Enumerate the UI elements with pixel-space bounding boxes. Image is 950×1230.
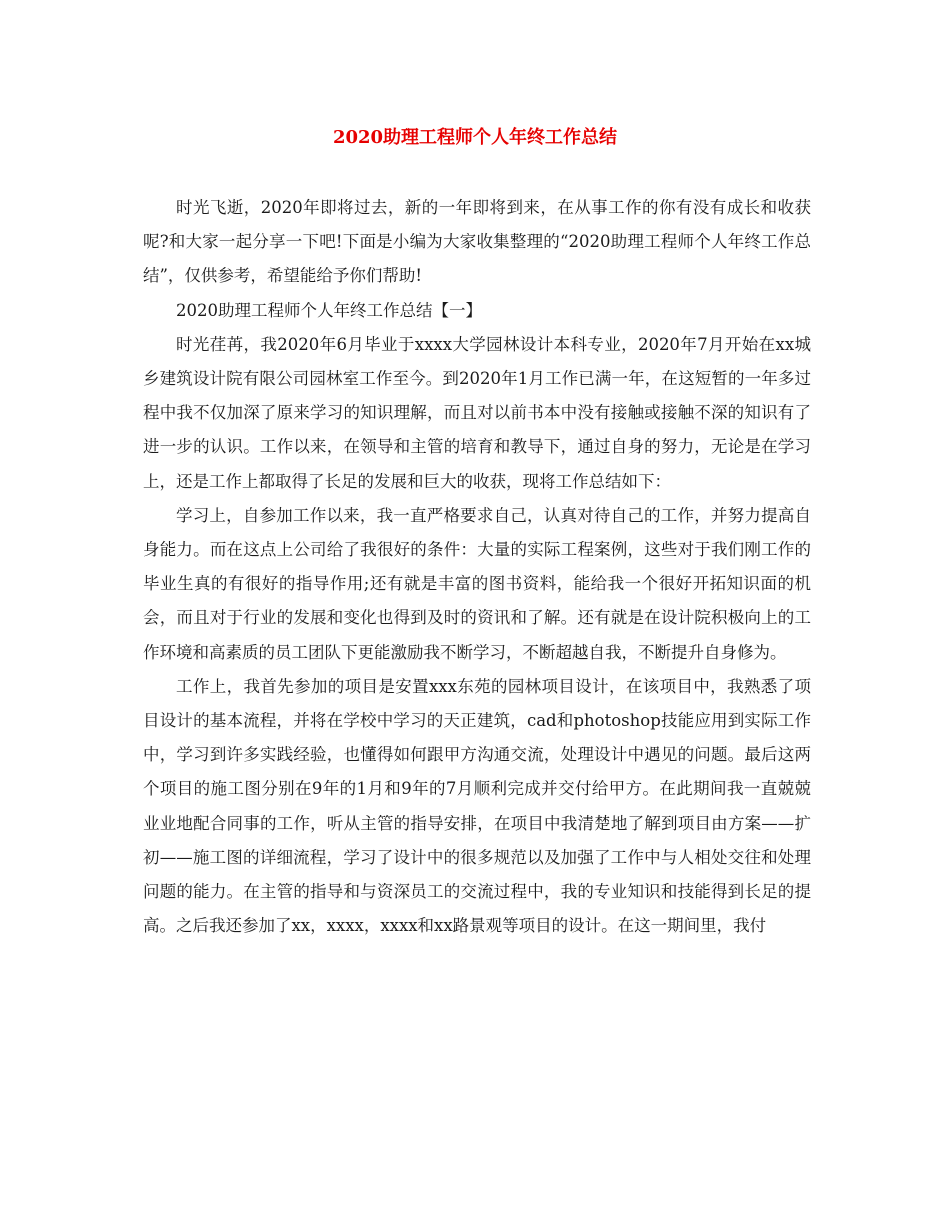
intro-paragraph: 时光飞逝，2020年即将过去，新的一年即将到来，在从事工作的你有没有成长和收获呢?和大家一起分享一下吧!下面是小编为大家收集整理的“2020助理工程师个人年终工作总结”，仅供参考，希望能给予你们帮助!	[143, 198, 811, 286]
document-body	[143, 191, 811, 943]
document-title: 2020助理工程师个人年终工作总结	[332, 127, 618, 148]
body-paragraph: 时光荏苒，我2020年6月毕业于xxxx大学园林设计本科专业，2020年7月开始在xx城乡建筑设计院有限公司园林室工作至今。到2020年1月工作已满一年，在这短暂的一年多过程中我不仅加深了原来学习的知识理解，而且对以前书本中没有接触或接触不深的知识有了进一步的认识。工作以来，在领导和主管的培育和教导下，通过自身的努力，无论是在学习上，还是工作上都取得了长足的发展和巨大的收获，现将工作总结如下：	[143, 334, 811, 491]
section-heading: 2020助理工程师个人年终工作总结【一】	[176, 300, 482, 320]
body-paragraph: 学习上，自参加工作以来，我一直严格要求自己，认真对待自己的工作，并努力提高自身能力。而在这点上公司给了我很好的条件：大量的实际工程案例，这些对于我们刚工作的毕业生真的有很好的指导作用;还有就是丰富的图书资料，能给我一个很好开拓知识面的机会，而且对于行业的发展和变化也得到及时的资讯和了解。还有就是在设计院积极向上的工作环境和高素质的员工团队下更能激励我不断学习，不断超越自我，不断提升自身修为。	[143, 505, 811, 662]
body-paragraph: 工作上，我首先参加的项目是安置xxx东苑的园林项目设计，在该项目中，我熟悉了项目设计的基本流程，并将在学校中学习的天正建筑，cad和photoshop技能应用到实际工作中，学习到许多实践经验，也懂得如何跟甲方沟通交流，处理设计中遇见的问题。最后这两个项目的施工图分别在9年的1月和9年的7月顺利完成并交付给甲方。在此期间我一直兢兢业业地配合同事的工作，听从主管的指导安排，在项目中我清楚地了解到项目由方案——扩初——施工图的详细流程，学习了设计中的很多规范以及加强了工作中与人相处交往和处理问题的能力。在主管的指导和与资深员工的交流过程中，我的专业知识和技能得到长足的提高。之后我还参加了xx，xxxx，xxxx和xx路景观等项目的设计。在这一期间里，我付	[143, 676, 811, 936]
